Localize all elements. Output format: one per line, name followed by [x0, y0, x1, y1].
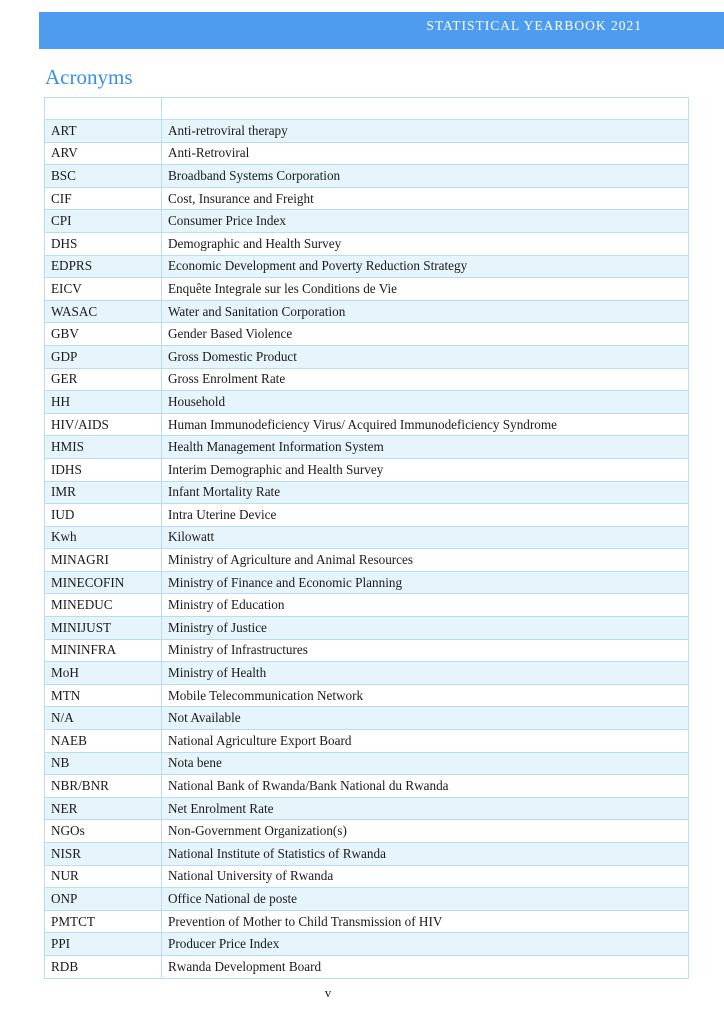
- definition-cell: Non-Government Organization(s): [162, 820, 689, 843]
- acronym-cell: NBR/BNR: [45, 775, 162, 798]
- acronym-cell: CPI: [45, 210, 162, 233]
- definition-cell: Net Enrolment Rate: [162, 797, 689, 820]
- table-row: [45, 300, 689, 323]
- definition-cell: Enquête Integrale sur les Conditions de Vie: [162, 278, 689, 301]
- table-row: [45, 232, 689, 255]
- acronym-cell: HMIS: [45, 436, 162, 459]
- acronym-cell: ONP: [45, 888, 162, 911]
- banner-title: STATISTICAL YEARBOOK 2021: [426, 18, 642, 33]
- definition-cell: Health Management Information System: [162, 436, 689, 459]
- table-row: [45, 413, 689, 436]
- definition-cell: Ministry of Finance and Economic Planning: [162, 571, 689, 594]
- definition-cell: Kilowatt: [162, 526, 689, 549]
- definition-cell: Gross Enrolment Rate: [162, 368, 689, 391]
- header-banner: [39, 12, 724, 49]
- acronym-cell: GBV: [45, 323, 162, 346]
- table-row: [45, 187, 689, 210]
- page-number: v: [324, 985, 332, 1000]
- acronym-cell: IMR: [45, 481, 162, 504]
- table-row: [45, 955, 689, 978]
- definition-cell: National Institute of Statistics of Rwanda: [162, 843, 689, 866]
- acronym-cell: BSC: [45, 165, 162, 188]
- definition-cell: Economic Development and Poverty Reduction Strategy: [162, 255, 689, 278]
- acronym-cell: MINEDUC: [45, 594, 162, 617]
- header-cell-acronym: [45, 98, 162, 120]
- table-row: [45, 617, 689, 640]
- definition-cell: Ministry of Agriculture and Animal Resources: [162, 549, 689, 572]
- definition-cell: Anti-Retroviral: [162, 142, 689, 165]
- table-row: [45, 165, 689, 188]
- table-row: [45, 662, 689, 685]
- definition-cell: Nota bene: [162, 752, 689, 775]
- header-cell-meaning: [162, 98, 689, 120]
- acronym-cell: ART: [45, 120, 162, 143]
- table-row: [45, 278, 689, 301]
- table-row: [45, 933, 689, 956]
- acronym-cell: ARV: [45, 142, 162, 165]
- table-row: [45, 436, 689, 459]
- definition-cell: Consumer Price Index: [162, 210, 689, 233]
- definition-cell: Ministry of Justice: [162, 617, 689, 640]
- acronym-cell: NGOs: [45, 820, 162, 843]
- acronym-cell: NISR: [45, 843, 162, 866]
- acronym-cell: EICV: [45, 278, 162, 301]
- table-row: [45, 639, 689, 662]
- acronym-cell: NB: [45, 752, 162, 775]
- table-row: [45, 730, 689, 753]
- acronym-cell: MINAGRI: [45, 549, 162, 572]
- table-row: [45, 865, 689, 888]
- definition-cell: National Agriculture Export Board: [162, 730, 689, 753]
- definition-cell: Ministry of Health: [162, 662, 689, 685]
- acronym-cell: GER: [45, 368, 162, 391]
- table-row: [45, 504, 689, 527]
- acronym-cell: IDHS: [45, 458, 162, 481]
- definition-cell: Cost, Insurance and Freight: [162, 187, 689, 210]
- table-row: [45, 707, 689, 730]
- acronym-cell: MoH: [45, 662, 162, 685]
- section-title: Acronyms: [45, 65, 133, 89]
- definition-cell: Producer Price Index: [162, 933, 689, 956]
- definition-cell: Infant Mortality Rate: [162, 481, 689, 504]
- definition-cell: Intra Uterine Device: [162, 504, 689, 527]
- definition-cell: Human Immunodeficiency Virus/ Acquired Immunodeficiency Syndrome: [162, 413, 689, 436]
- definition-cell: Anti-retroviral therapy: [162, 120, 689, 143]
- acronym-cell: GDP: [45, 345, 162, 368]
- table-row: [45, 797, 689, 820]
- table-body: [45, 120, 689, 979]
- table-row: [45, 594, 689, 617]
- table-row: [45, 323, 689, 346]
- acronym-cell: MININFRA: [45, 639, 162, 662]
- acronym-cell: DHS: [45, 232, 162, 255]
- acronym-cell: NAEB: [45, 730, 162, 753]
- acronym-cell: PPI: [45, 933, 162, 956]
- acronym-cell: MTN: [45, 684, 162, 707]
- table-row: [45, 571, 689, 594]
- definition-cell: Interim Demographic and Health Survey: [162, 458, 689, 481]
- table-row: [45, 255, 689, 278]
- table-row: [45, 368, 689, 391]
- definition-cell: Ministry of Education: [162, 594, 689, 617]
- table-row: [45, 391, 689, 414]
- table-row: [45, 775, 689, 798]
- acronym-cell: WASAC: [45, 300, 162, 323]
- acronym-cell: Kwh: [45, 526, 162, 549]
- table-row: [45, 843, 689, 866]
- definition-cell: Gender Based Violence: [162, 323, 689, 346]
- definition-cell: Household: [162, 391, 689, 414]
- table-row: [45, 458, 689, 481]
- table-row: [45, 526, 689, 549]
- definition-cell: Prevention of Mother to Child Transmission of HIV: [162, 910, 689, 933]
- acronym-cell: IUD: [45, 504, 162, 527]
- definition-cell: Broadband Systems Corporation: [162, 165, 689, 188]
- definition-cell: Ministry of Infrastructures: [162, 639, 689, 662]
- definition-cell: Office National de poste: [162, 888, 689, 911]
- definition-cell: Rwanda Development Board: [162, 955, 689, 978]
- definition-cell: Demographic and Health Survey: [162, 232, 689, 255]
- table-row: [45, 910, 689, 933]
- table-row: [45, 752, 689, 775]
- acronyms-table: [44, 97, 689, 979]
- acronym-cell: HH: [45, 391, 162, 414]
- acronym-cell: PMTCT: [45, 910, 162, 933]
- table-row: [45, 820, 689, 843]
- acronym-cell: MINECOFIN: [45, 571, 162, 594]
- acronym-cell: NER: [45, 797, 162, 820]
- table-row: [45, 549, 689, 572]
- acronym-cell: NUR: [45, 865, 162, 888]
- table-row: [45, 481, 689, 504]
- acronym-cell: N/A: [45, 707, 162, 730]
- definition-cell: National University of Rwanda: [162, 865, 689, 888]
- table-row: [45, 345, 689, 368]
- acronym-cell: MINIJUST: [45, 617, 162, 640]
- table-row: [45, 888, 689, 911]
- acronym-cell: EDPRS: [45, 255, 162, 278]
- definition-cell: Water and Sanitation Corporation: [162, 300, 689, 323]
- definition-cell: Mobile Telecommunication Network: [162, 684, 689, 707]
- table-header-row: [45, 98, 689, 120]
- table-row: [45, 210, 689, 233]
- acronym-cell: CIF: [45, 187, 162, 210]
- definition-cell: National Bank of Rwanda/Bank National du Rwanda: [162, 775, 689, 798]
- table-row: [45, 684, 689, 707]
- acronym-cell: HIV/AIDS: [45, 413, 162, 436]
- table-row: [45, 120, 689, 143]
- acronym-cell: RDB: [45, 955, 162, 978]
- definition-cell: Gross Domestic Product: [162, 345, 689, 368]
- definition-cell: Not Available: [162, 707, 689, 730]
- table-row: [45, 142, 689, 165]
